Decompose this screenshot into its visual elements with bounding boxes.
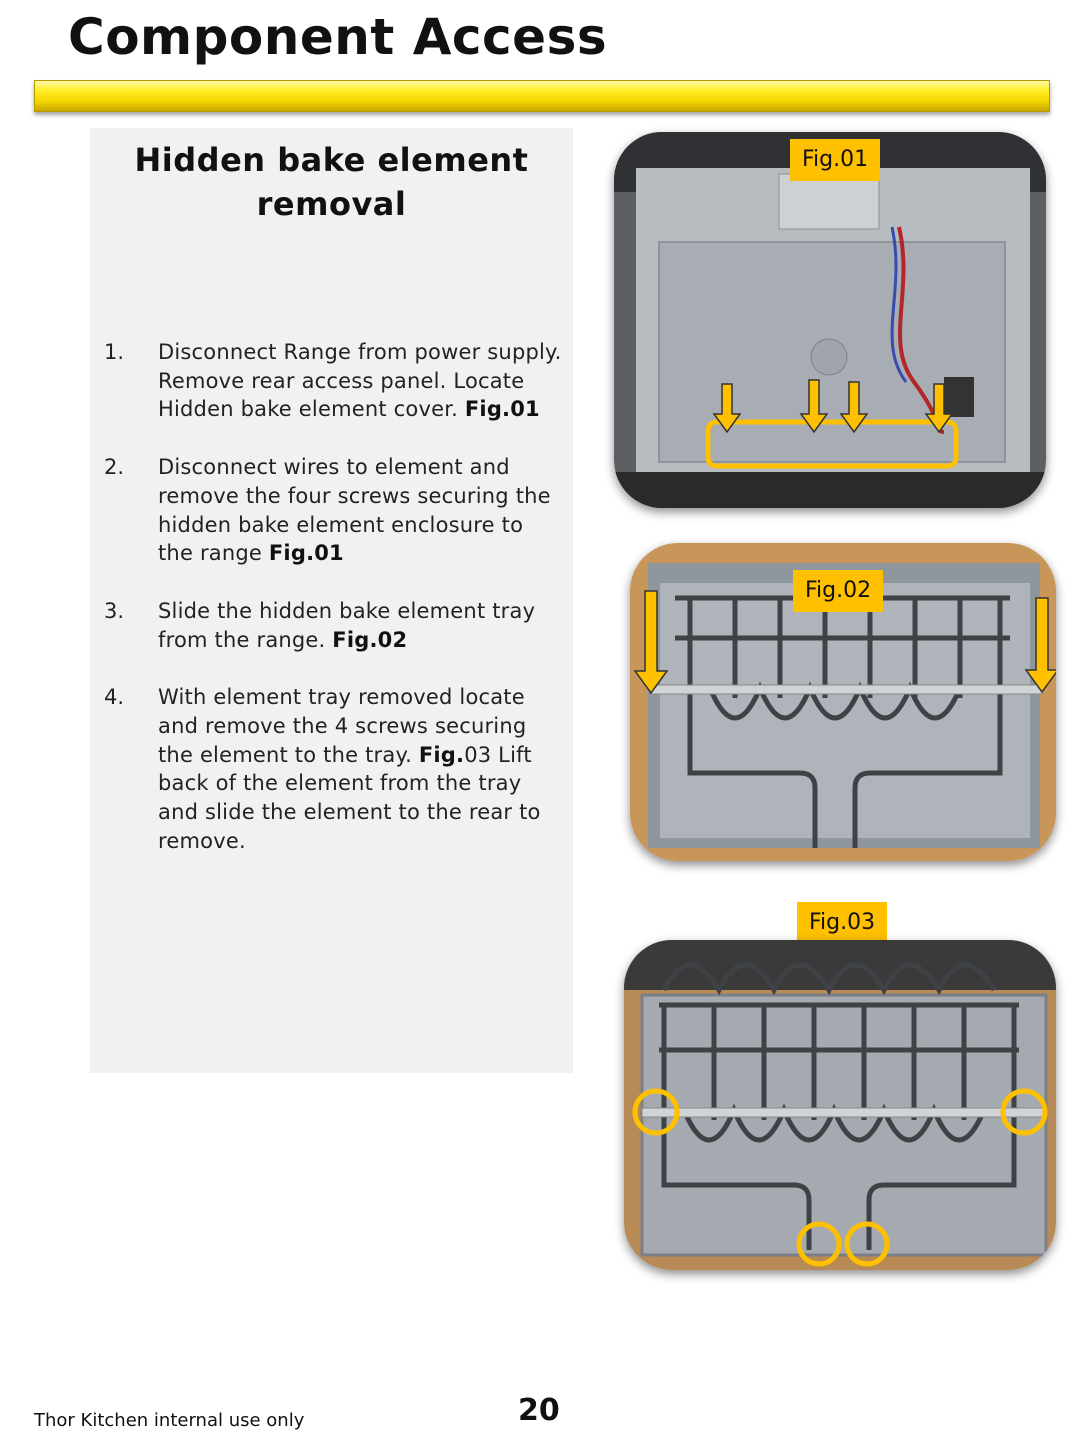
step-text [158, 338, 563, 424]
steps-list [90, 338, 573, 885]
instructions-panel [90, 128, 573, 1073]
fig03-photo [624, 940, 1056, 1270]
figure-reference: Fig.01 [464, 397, 540, 422]
fig03-label: Fig.03 [797, 902, 887, 944]
footer-text: Thor Kitchen internal use only [34, 1410, 305, 1431]
page-title: Component Access [68, 8, 608, 66]
section-heading [90, 138, 573, 226]
step-item [90, 683, 573, 855]
step-number: 4. [104, 685, 125, 710]
step-text [158, 597, 563, 654]
figure-reference: Fig.02 [332, 627, 408, 652]
step-number: 1. [104, 340, 125, 364]
step-tail: 03 Lift back of the element from the tray and slide the element to the rear to remove. [158, 742, 541, 853]
fig01-photo [614, 132, 1046, 508]
step-number: 3. [104, 598, 125, 623]
fig02-label: Fig.02 [793, 570, 883, 612]
section-heading-line2: removal [256, 185, 407, 223]
step-item [90, 453, 573, 568]
step-text [158, 683, 563, 855]
step-text [158, 453, 563, 568]
step-number: 2. [104, 455, 125, 480]
fig01-label: Fig.01 [790, 139, 880, 181]
step-item [90, 597, 573, 654]
figure-reference: Fig. [418, 742, 465, 767]
step-body: Disconnect wires to element and remove the four screws securing the hidden bake element enclosure to the range [158, 455, 551, 566]
page-number: 20 [518, 1393, 560, 1428]
step-body: Disconnect Range from power supply. Remove rear access panel. Locate Hidden bake element cover. [158, 340, 562, 422]
title-underline-bar [34, 80, 1050, 112]
section-heading-line1: Hidden bake element [134, 141, 529, 179]
step-item [90, 338, 573, 424]
step-body: Slide the hidden bake element tray from the range. [158, 598, 536, 652]
figure-reference: Fig.01 [268, 541, 344, 566]
step-body: With element tray removed locate and remove the 4 screws securing the element to the tray. [158, 685, 527, 767]
